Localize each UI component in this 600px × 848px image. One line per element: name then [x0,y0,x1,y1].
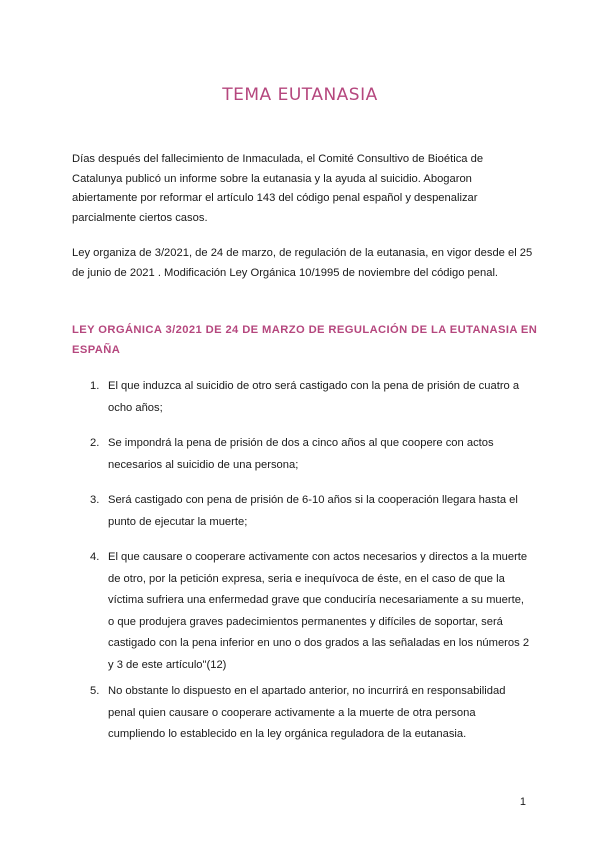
page-number: 1 [519,796,526,808]
paragraph-intro: Días después del fallecimiento de Inmaculada, el Comité Consultivo de Bioética de Catalunya publicó un informe sobre la eutanasia y la ayuda al suicidio. Abogaron abiertamente por reformar el artículo 143 del código penal español y despenalizar parcialmente ciertos casos. [72,153,484,224]
list-item-number: 5. [90,685,100,697]
list-item-number: 2. [90,437,100,449]
list-item-number: 3. [90,494,100,506]
list-item-text: No obstante lo dispuesto en el apartado anterior, no incurrirá en responsabilidad penal quien causare o cooperare activamente a la muerte de otra persona cumpliendo lo establecido en la ley orgánica reguladora de la eutanasia. [108,685,506,740]
list-item-text: El que causare o cooperare activamente con actos necesarios y directos a la muerte de otro, por la petición expresa, seria e inequívoca de éste, en el caso de que la víctima sufriera una enfermedad grave que conduciría necesariamente a su muerte, o que produjera graves padecimientos permanentes y difíciles de soportar, será castigado con la pena inferior en uno o dos grados a las señaladas en los números 2 y 3 de este artículo"(12) [108,551,530,671]
section-heading: LEY ORGÁNICA 3/2021 DE 24 DE MARZO DE REGULACIÓN DE LA EUTANASIA EN ESPAÑA [72,324,538,356]
list-item-text: El que induzca al suicidio de otro será castigado con la pena de prisión de cuatro a ocho años; [108,380,520,414]
list-item-text: Será castigado con pena de prisión de 6-10 años si la cooperación llegara hasta el punto de ejecutar la muerte; [108,494,518,528]
list-item-number: 4. [90,551,100,563]
paragraph-law: Ley organiza de 3/2021, de 24 de marzo, de regulación de la eutanasia, en vigor desde el 25 de junio de 2021 . Modificación Ley Orgánica 10/1995 de noviembre del código penal. [72,247,533,279]
page-title: TEMA EUTANASIA [222,85,378,106]
list-item-text: Se impondrá la pena de prisión de dos a cinco años al que coopere con actos necesarios al suicidio de una persona; [108,437,494,471]
list-item-number: 1. [90,380,100,392]
